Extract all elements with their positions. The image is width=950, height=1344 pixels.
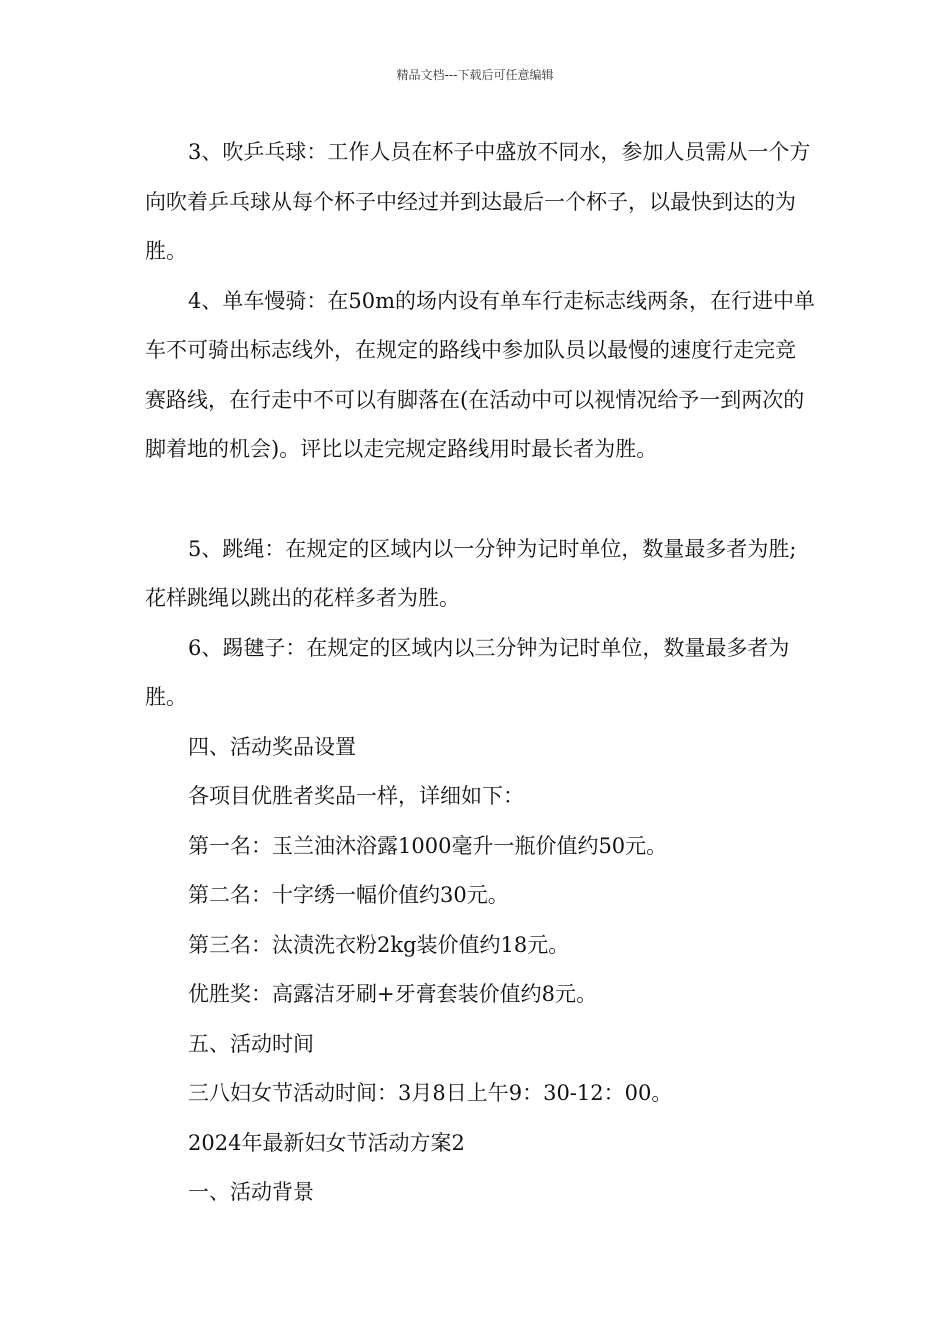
paragraph-item-5: 5、跳绳：在规定的区域内以一分钟为记时单位，数量最多者为胜;花样跳绳以跳出的花样多者为胜。 — [145, 536, 797, 610]
activity-time: 三八妇女节活动时间：3月8日上午9：30-12：00。 — [188, 1081, 673, 1105]
section-heading-prizes: 四、活动奖品设置 — [188, 734, 356, 759]
document-body — [145, 128, 815, 1218]
paragraph-spacer — [145, 475, 815, 525]
plan-title: 2024年最新妇女节活动方案2 — [188, 1130, 465, 1155]
prizes-intro: 各项目优胜者奖品一样，详细如下： — [188, 784, 524, 808]
paragraph-item-6: 6、踢毽子：在规定的区域内以三分钟为记时单位，数量最多者为胜。 — [145, 635, 790, 709]
prize-first: 第一名：玉兰油沐浴露1000毫升一瓶价值约50元。 — [188, 833, 668, 858]
paragraph-item-3: 3、吹乒乓球：工作人员在杯子中盛放不同水，参加人员需从一个方向吹着乒乓球从每个杯子中经过并到达最后一个杯子，以最快到达的为胜。 — [145, 140, 811, 263]
prize-merit: 优胜奖：高露洁牙刷+牙膏套装价值约8元。 — [188, 982, 597, 1006]
section-heading-background: 一、活动背景 — [188, 1180, 314, 1204]
prize-third: 第三名：汰渍洗衣粉2kg装价值约18元。 — [188, 932, 570, 957]
page-header: 精品文档---下载后可任意编辑 — [396, 68, 554, 82]
prize-second: 第二名：十字绣一幅价值约30元。 — [188, 883, 509, 907]
paragraph-item-4: 4、单车慢骑：在50m的场内设有单车行走标志线两条，在行进中单车不可骑出标志线外，在规定的路线中参加队员以最慢的速度行走完竞赛路线，在行走中不可以有脚落在(在活动中可以视情况给予一到两次的脚着地的机会)。评比以走完规定路线用时最长者为胜。 — [145, 288, 815, 461]
section-heading-time: 五、活动时间 — [188, 1031, 314, 1056]
